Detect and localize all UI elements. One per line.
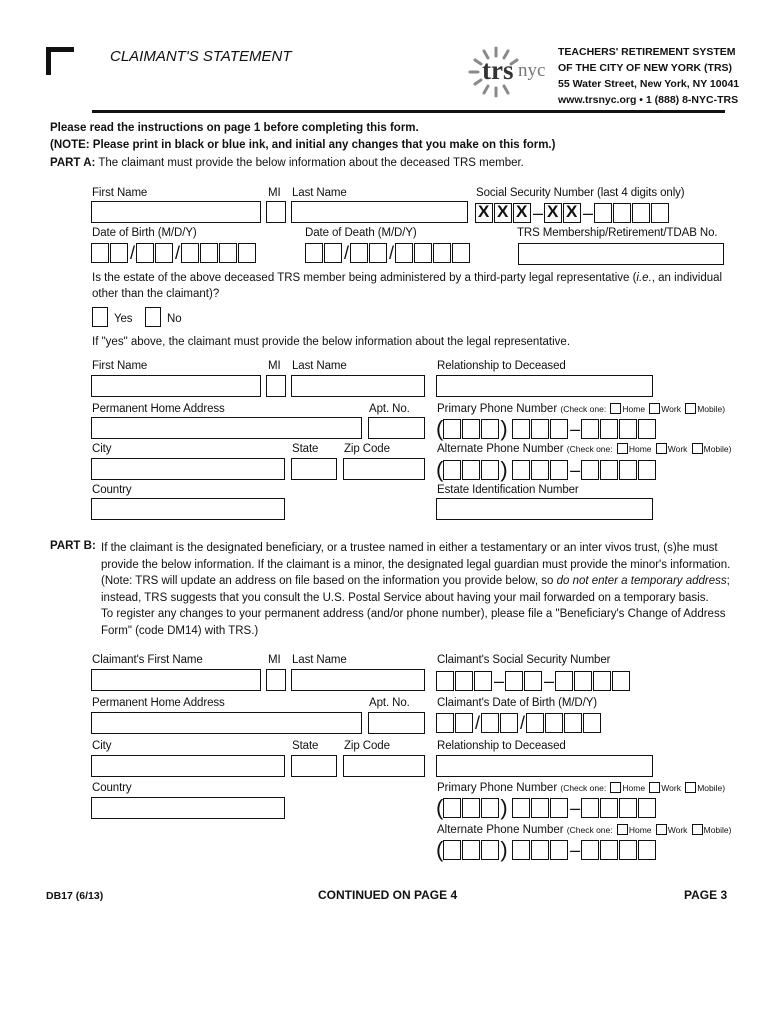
yes-label: Yes — [114, 313, 133, 325]
label-dob: Date of Birth (M/D/Y) — [92, 227, 197, 239]
claimant-alternate-phone-label: Alternate Phone Number (Check one: Home Work Mobile) — [437, 824, 732, 836]
claimant-primary-work-checkbox[interactable] — [649, 782, 660, 793]
label-claimant-ssn: Claimant's Social Security Number — [437, 654, 611, 666]
label-estate-id: Estate Identification Number — [437, 484, 579, 496]
claimant-address-input[interactable] — [91, 712, 362, 734]
instruction-line-1: Please read the instructions on page 1 before completing this form. — [50, 122, 419, 134]
rep-primary-mobile-checkbox[interactable] — [685, 403, 696, 414]
org-name-2: OF THE CITY OF NEW YORK (TRS) — [558, 62, 733, 74]
rep-state-input[interactable] — [291, 458, 337, 480]
label-claimant-relationship: Relationship to Deceased — [437, 740, 566, 752]
label-claimant-mi: MI — [268, 654, 281, 666]
claimant-alt-home-checkbox[interactable] — [617, 824, 628, 835]
claimant-state-input[interactable] — [291, 755, 337, 777]
member-last-name-input[interactable] — [291, 201, 468, 223]
header-rule — [92, 110, 725, 113]
org-address-block — [558, 44, 739, 108]
rep-primary-phone-label: Primary Phone Number (Check one: Home Work Mobile) — [437, 403, 726, 415]
label-claimant-first-name: Claimant's First Name — [92, 654, 203, 666]
form-code: DB17 (6/13) — [46, 890, 104, 902]
yes-checkbox[interactable] — [92, 307, 108, 327]
claimant-alt-work-checkbox[interactable] — [656, 824, 667, 835]
if-yes-note: If "yes" above, the claimant must provide the below information about the legal representative. — [92, 336, 571, 348]
claimant-first-name-input[interactable] — [91, 669, 261, 691]
label-ssn: Social Security Number (last 4 digits only) — [476, 187, 685, 199]
claimant-zip-input[interactable] — [343, 755, 425, 777]
part-a-intro — [50, 157, 524, 169]
no-checkbox[interactable] — [145, 307, 161, 327]
label-rep-state: State — [292, 443, 319, 455]
rep-alternate-phone-input[interactable]: ( ) – — [436, 460, 657, 480]
rep-alt-home-checkbox[interactable] — [617, 443, 628, 454]
rep-last-name-input[interactable] — [291, 375, 425, 397]
label-rep-address: Permanent Home Address — [92, 403, 225, 415]
label-rep-apt: Apt. No. — [369, 403, 410, 415]
rep-zip-input[interactable] — [343, 458, 425, 480]
label-dod: Date of Death (M/D/Y) — [305, 227, 417, 239]
label-claimant-city: City — [92, 740, 112, 752]
estate-id-input[interactable] — [436, 498, 653, 520]
label-claimant-country: Country — [92, 782, 132, 794]
claimant-dob-input[interactable]: / / — [436, 713, 602, 733]
member-ssn-input[interactable]: XXX–XX – — [475, 203, 670, 223]
member-mi-input[interactable] — [266, 201, 286, 223]
label-claimant-last-name: Last Name — [292, 654, 347, 666]
claimant-ssn-input[interactable]: – – — [436, 671, 631, 691]
claimant-last-name-input[interactable] — [291, 669, 425, 691]
label-rep-relationship: Relationship to Deceased — [437, 360, 566, 372]
page-number: PAGE 3 — [684, 888, 728, 902]
member-dod-input[interactable]: / / — [305, 243, 471, 263]
org-street: 55 Water Street, New York, NY 10041 — [558, 78, 740, 90]
rep-country-input[interactable] — [91, 498, 285, 520]
rep-primary-phone-input[interactable]: ( ) – — [436, 419, 657, 439]
claimant-mi-input[interactable] — [266, 669, 286, 691]
rep-address-input[interactable] — [91, 417, 362, 439]
label-claimant-dob: Claimant's Date of Birth (M/D/Y) — [437, 697, 598, 709]
claimant-alt-mobile-checkbox[interactable] — [692, 824, 703, 835]
part-a-tag: PART A: — [50, 157, 96, 169]
no-label: No — [167, 313, 182, 325]
rep-primary-work-checkbox[interactable] — [649, 403, 660, 414]
claimant-apt-input[interactable] — [368, 712, 425, 734]
label-membership: TRS Membership/Retirement/TDAB No. — [517, 227, 718, 239]
member-first-name-input[interactable] — [91, 201, 261, 223]
corner-mark — [46, 47, 74, 75]
label-claimant-address: Permanent Home Address — [92, 697, 225, 709]
label-rep-mi: MI — [268, 360, 281, 372]
org-contact: www.trsnyc.org • 1 (888) 8-NYC-TRS — [558, 94, 739, 106]
part-a-text: The claimant must provide the below information about the deceased TRS member. — [98, 157, 524, 169]
logo-trs-text: trs — [482, 55, 514, 85]
org-name: TEACHERS' RETIREMENT SYSTEM — [558, 46, 736, 58]
part-b-tag: PART B: — [50, 540, 96, 552]
form-title: CLAIMANT'S STATEMENT — [110, 48, 292, 65]
label-claimant-zip: Zip Code — [344, 740, 390, 752]
label-rep-city: City — [92, 443, 112, 455]
membership-number-input[interactable] — [518, 243, 724, 265]
label-rep-zip: Zip Code — [344, 443, 390, 455]
rep-mi-input[interactable] — [266, 375, 286, 397]
claimant-primary-phone-label: Primary Phone Number (Check one: Home Work Mobile) — [437, 782, 726, 794]
label-rep-first-name: First Name — [92, 360, 148, 372]
claimant-city-input[interactable] — [91, 755, 285, 777]
rep-alternate-phone-label: Alternate Phone Number (Check one: Home Work Mobile) — [437, 443, 732, 455]
label-first-name: First Name — [92, 187, 148, 199]
rep-alt-work-checkbox[interactable] — [656, 443, 667, 454]
estate-question: Is the estate of the above deceased TRS member being administered by a third-party legal representative (i.e., an individual other than the claimant)? — [92, 272, 723, 300]
claimant-alternate-phone-input[interactable]: ( ) – — [436, 840, 657, 860]
claimant-country-input[interactable] — [91, 797, 285, 819]
logo-nyc-text: nyc — [518, 60, 546, 81]
rep-alt-mobile-checkbox[interactable] — [692, 443, 703, 454]
claimant-primary-home-checkbox[interactable] — [610, 782, 621, 793]
label-rep-last-name: Last Name — [292, 360, 347, 372]
part-b-instructions: If the claimant is the designated beneficiary, or a trustee named in either a testamentary or an inter vivos trust, (s)he must provide the below information. If the claimant is a minor, the designated legal guardian must provide the minor's information. (Note: TRS will update an address on file based on the information you provide below, so do not enter a temporary address; instead, TRS suggests that you consult the U.S. Postal Service about having your mail forwarded on a temporary basis. To register any changes to your permanent address (and/or phone number), please file a "Beneficiary's Change of Address Form" (code DM14) with TRS.) — [101, 542, 731, 637]
member-dob-input[interactable]: / / — [91, 243, 257, 263]
trs-logo — [448, 38, 558, 104]
label-mi: MI — [268, 187, 281, 199]
claimant-relationship-input[interactable] — [436, 755, 653, 777]
label-claimant-state: State — [292, 740, 319, 752]
rep-city-input[interactable] — [91, 458, 285, 480]
label-last-name: Last Name — [292, 187, 347, 199]
label-rep-country: Country — [92, 484, 132, 496]
claimant-primary-mobile-checkbox[interactable] — [685, 782, 696, 793]
label-claimant-apt: Apt. No. — [369, 697, 410, 709]
instruction-line-2: (NOTE: Please print in black or blue ink, and initial any changes that you make on this form.) — [50, 139, 556, 151]
rep-first-name-input[interactable] — [91, 375, 261, 397]
continued-note: CONTINUED ON PAGE 4 — [318, 888, 458, 902]
rep-apt-input[interactable] — [368, 417, 425, 439]
claimant-primary-phone-input[interactable]: ( ) – — [436, 798, 657, 818]
rep-primary-home-checkbox[interactable] — [610, 403, 621, 414]
rep-relationship-input[interactable] — [436, 375, 653, 397]
